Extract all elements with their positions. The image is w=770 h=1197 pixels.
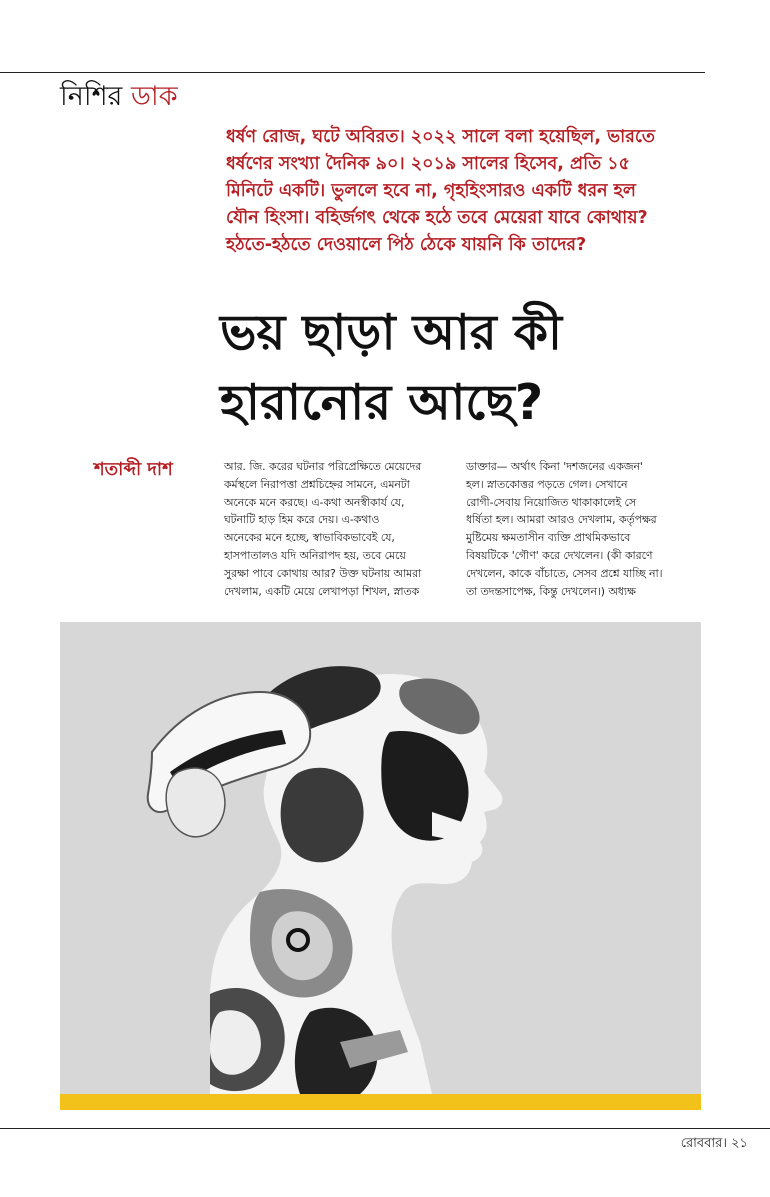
lead-line: ধর্ষণ রোজ, ঘটে অবিরত। ২০২২ সালে বলা হয়েছিল, ভারতে (226, 127, 655, 147)
body-column-1 (224, 458, 459, 600)
body-line: হল। স্নাতকোত্তর পড়তে গেল। সেখানে (466, 477, 628, 491)
lead-line: ধর্ষণের সংখ্যা দৈনিক ৯০। ২০১৯ সালের হিসেব, প্রতি ১৫ (226, 154, 631, 174)
body-line: অনেকের মনে হচ্ছে, স্বাভাবিকভাবেই যে, (224, 531, 395, 545)
lead-line: যৌন হিংসা। বহির্জগৎ থেকে হঠে তবে মেয়েরা যাবে কোথায়? (226, 208, 648, 228)
body-column-2 (466, 458, 701, 600)
body-line: আর. জি. করের ঘটনার পরিপ্রেক্ষিতে মেয়েদের (224, 460, 422, 473)
body-line: দেখলাম, একটি মেয়ে লেখাপড়া শিখল, স্নাতক (224, 584, 420, 598)
page-folio: রোববার। ২১ (680, 1136, 748, 1151)
headline-line-2: হারানোর আছে? (220, 374, 544, 431)
article-illustration (60, 622, 701, 1094)
women-silhouette-collage-illustration (60, 622, 701, 1094)
headline-line-1: ভয় ছাড়া আর কী (220, 304, 563, 361)
body-line: রোগী-সেবায় নিয়োজিত থাকাকালেই সে (466, 495, 637, 509)
top-rule (0, 72, 705, 73)
body-line: তা তদন্তসাপেক্ষ, কিন্তু দেখলেন।) অধ্যক্ষ (466, 584, 636, 598)
lead-paragraph (226, 124, 696, 259)
body-line: ঘটনাটি হাড় হিম করে দেয়। এ-কথাও (224, 513, 380, 527)
body-line: দেখলেন, কাকে বাঁচাতে, সেসব প্রশ্নে যাচ্ছি না। (466, 566, 663, 580)
body-line: কর্মস্থলে নিরাপত্তা প্রশ্নচিহ্নের সামনে, এমনটা (224, 477, 410, 491)
body-line: মুষ্টিমেয় ক্ষমতাসীন ব্যক্তি প্রাথমিকভাবে (466, 531, 631, 545)
body-line: অনেকে মনে করছে। এ-কথা অনস্বীকার্য যে, (224, 495, 405, 509)
bottom-rule (0, 1128, 770, 1129)
body-line: বিষয়টিকে 'গৌণ' করে দেখলেন। (কী কারণে (466, 548, 653, 562)
section-title-part2: ডাক (131, 81, 178, 112)
lead-line: মিনিটে একটি। ভুললে হবে না, গৃহহিংসারও একটি ধরন হল (226, 181, 636, 201)
headline (220, 298, 700, 438)
author-byline: শতাব্দী দাশ (94, 459, 173, 480)
section-title (60, 80, 178, 114)
yellow-accent-bar (60, 1094, 701, 1110)
section-title-part1: নিশির (60, 81, 123, 112)
woman-face-left (166, 768, 225, 837)
lead-line: হঠতে-হঠতে দেওয়ালে পিঠ ঠেকে যায়নি কি তাদের? (226, 235, 587, 255)
body-line: ডাক্তার— অর্থাৎ কিনা 'দশজনের একজন' (466, 460, 643, 473)
body-line: সুরক্ষা পাবে কোথায় আর? উক্ত ঘটনায় আমরা (224, 566, 422, 580)
body-line: ধর্ষিতা হল। আমরা আরও দেখলাম, কর্তৃপক্ষর (466, 513, 657, 527)
body-line: হাসপাতালও যদি অনিরাপদ হয়, তবে মেয়ে (224, 548, 406, 562)
